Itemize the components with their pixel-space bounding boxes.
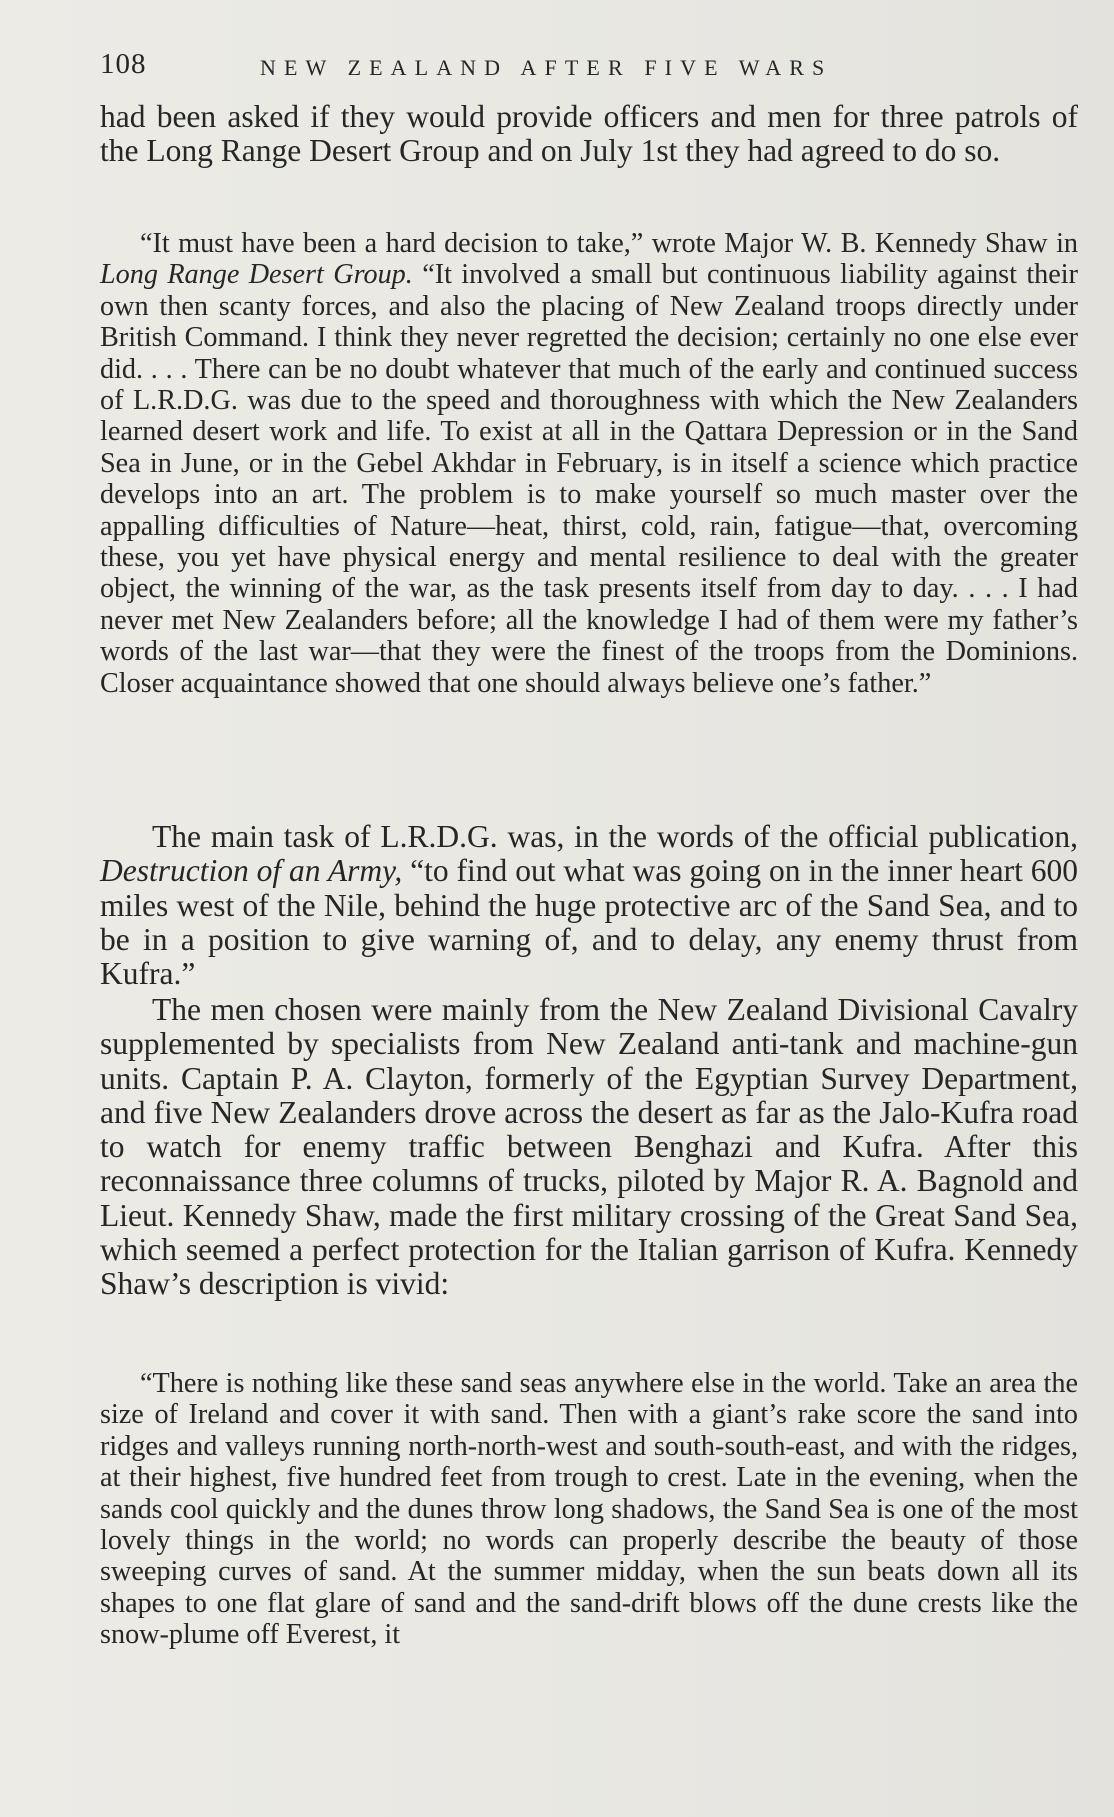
running-head bbox=[100, 48, 1080, 88]
paragraph-3-text-rest: “to find out what was going on in the inner heart 600 miles west of the Nile, behind the huge protective arc of the Sand Sea, and to be in a position to give warning of, and to delay, any enemy thrust from Kufra.” bbox=[100, 853, 1078, 992]
paragraph-2-text-rest: “It involved a small but continuous liability against their own then scanty forces, and also the placing of New Zealand troops directly under British Command. I think they never regretted the decision; certainly no one else ever did. . . . There can be no doubt whatever that much of the early and continued success of L.R.D.G. was due to the speed and thoroughness with which the New Zealanders learned desert work and life. To exist at all in the Qattara Depression or in the Sand Sea in June, or in the Gebel Akhdar in February, is in itself a science which practice develops into an art. The problem is to make yourself so much master over the appalling difficulties of Nature—heat, thirst, cold, rain, fatigue—that, overcoming these, you yet have physical energy and mental resilience to deal with the greater object, the winning of the war, as the task presents itself from day to day. . . . I had never met New Zealanders before; all the knowledge I had of them were my father’s words of the last war—that they were the finest of the troops from the Dominions. Closer acquaintance showed that one should always believe one’s father.” bbox=[100, 259, 1078, 699]
paragraph-5-text: “There is nothing like these sand seas anywhere else in the world. Take an area the size of Ireland and cover it with sand. Then with a giant’s rake score the sand into ridges and valleys running north-north-west and south-south-east, and with the ridges, at their highest, five hundred feet from trough to crest. Late in the evening, when the sands cool quickly and the dunes throw long shadows, the Sand Sea is one of the most lovely things in the world; no words can properly describe the beauty of those sweeping curves of sand. At the summer midday, when the sun beats down all its shapes to one flat glare of sand and the sand-drift blows off the dune crests like the snow-plume off Everest, it bbox=[100, 1368, 1078, 1651]
paragraph-1-text: had been asked if they would provide officers and men for three patrols of the Long Range Desert Group and on July 1st they had agreed to do so. bbox=[100, 99, 1078, 169]
book-title-destruction-of-an-army: Destruction of an Army, bbox=[100, 853, 403, 889]
paragraph-1 bbox=[100, 100, 1078, 169]
page-number: 108 bbox=[100, 48, 147, 80]
book-title: NEW ZEALAND AFTER FIVE WARS bbox=[260, 55, 833, 80]
paragraph-3 bbox=[100, 820, 1078, 991]
paragraph-4 bbox=[100, 993, 1078, 1302]
paragraph-3-text-start: The main task of L.R.D.G. was, in the words of the official publication, bbox=[152, 819, 1078, 854]
book-title-long-range-desert-group: Long Range Desert Group. bbox=[100, 259, 413, 291]
paragraph-4-text: The men chosen were mainly from the New Zealand Divisional Cavalry supplemented by specialists from New Zealand anti-tank and machine-gun units. Captain P. A. Clayton, formerly of the Egyptian Survey Department, and five New Zealanders drove across the desert as far as the Jalo-Kufra road to watch for enemy traffic between Benghazi and Kufra. After this reconnaissance three columns of trucks, piloted by Major R. A. Bagnold and Lieut. Kennedy Shaw, made the first military crossing of the Great Sand Sea, which seemed a perfect protection for the Italian garrison of Kufra. Kennedy Shaw’s description is vivid: bbox=[100, 992, 1078, 1302]
paragraph-2-quote bbox=[100, 228, 1078, 699]
paragraph-2-text-start: “It must have been a hard decision to take,” wrote Major W. B. Kennedy Shaw in bbox=[140, 228, 1078, 259]
paragraph-5-quote bbox=[100, 1368, 1078, 1651]
